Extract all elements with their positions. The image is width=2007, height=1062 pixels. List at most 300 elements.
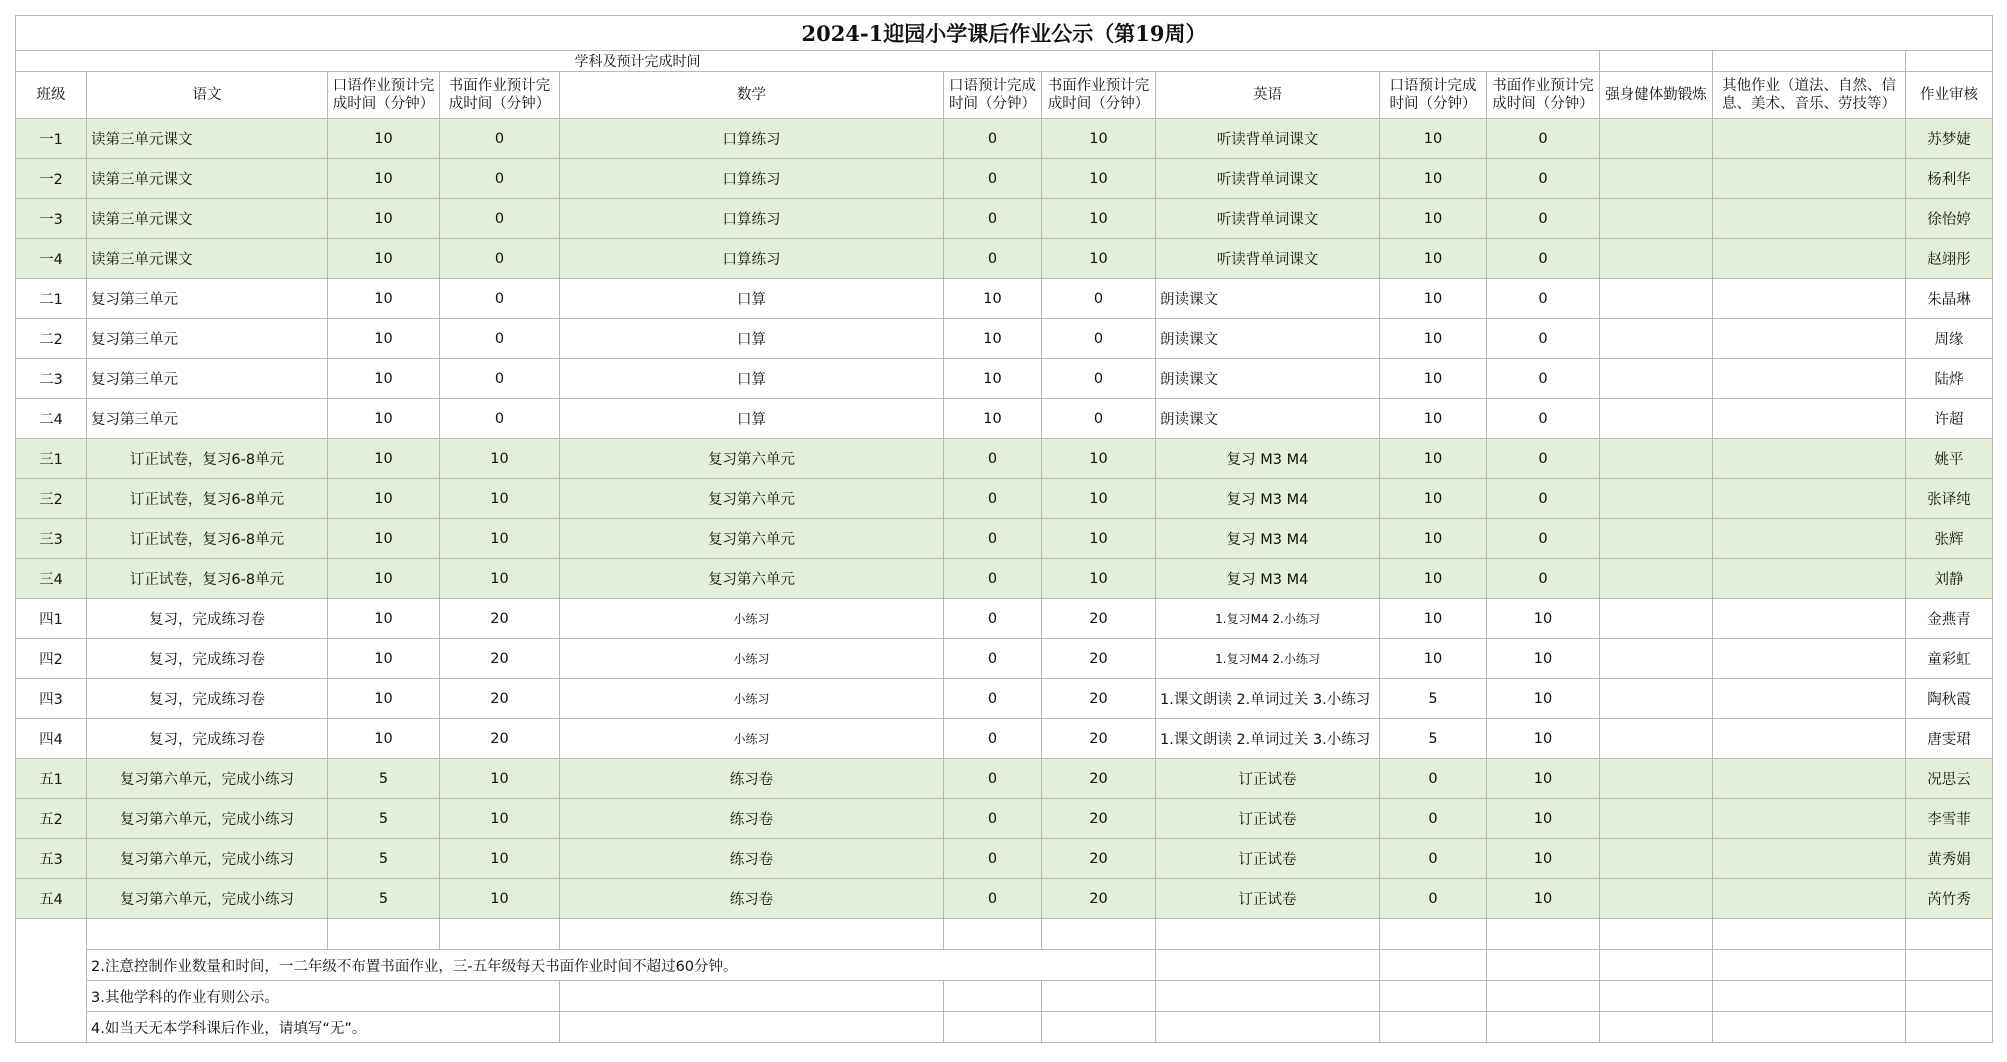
english-written-time: 0 [1487,399,1600,439]
math-oral-time: 0 [944,519,1042,559]
english-oral-time: 10 [1380,599,1487,639]
english-oral-time: 10 [1380,559,1487,599]
other-homework-cell [1713,359,1906,399]
note-empty-cell [1487,1012,1600,1043]
class-cell: 二1 [16,279,87,319]
math-homework-cell: 复习第六单元 [560,479,944,519]
class-cell: 四3 [16,679,87,719]
pe-cell [1600,399,1713,439]
class-cell: 四4 [16,719,87,759]
chinese-homework-cell: 复习，完成练习卷 [87,679,328,719]
table-row [16,399,1993,439]
other-homework-cell [1713,679,1906,719]
english-oral-time: 10 [1380,279,1487,319]
english-written-time: 10 [1487,639,1600,679]
chinese-homework-cell: 读第三单元课文 [87,159,328,199]
english-oral-time: 10 [1380,439,1487,479]
english-oral-time: 10 [1380,159,1487,199]
english-written-time: 0 [1487,239,1600,279]
math-written-time: 10 [1042,199,1156,239]
math-written-time: 0 [1042,399,1156,439]
english-written-time: 0 [1487,519,1600,559]
math-oral-time: 0 [944,719,1042,759]
math-homework-cell: 复习第六单元 [560,559,944,599]
math-homework-cell: 口算 [560,359,944,399]
math-homework-cell: 小练习 [560,679,944,719]
note-row [16,919,1993,950]
chinese-oral-time: 10 [328,399,440,439]
pe-cell [1600,839,1713,879]
chinese-homework-cell: 复习第六单元，完成小练习 [87,759,328,799]
chinese-homework-cell: 复习第三单元 [87,279,328,319]
table-row [16,439,1993,479]
reviewer-cell: 李雪菲 [1906,799,1993,839]
subrow-empty-cell [1600,51,1713,72]
english-homework-cell: 订正试卷 [1156,879,1380,919]
chinese-written-time: 0 [440,279,560,319]
note-empty-cell [1487,981,1600,1012]
note-empty-cell [944,919,1042,950]
notes-label-cell [16,919,87,1043]
reviewer-cell: 张辉 [1906,519,1993,559]
chinese-oral-time: 5 [328,759,440,799]
chinese-written-time: 0 [440,399,560,439]
table-row [16,799,1993,839]
math-written-time: 20 [1042,679,1156,719]
note-empty-cell [1600,950,1713,981]
table-row [16,839,1993,879]
english-oral-time: 10 [1380,519,1487,559]
note-empty-cell [1380,950,1487,981]
english-written-time: 0 [1487,279,1600,319]
math-homework-cell: 口算 [560,399,944,439]
math-oral-time: 0 [944,879,1042,919]
math-homework-cell: 练习卷 [560,879,944,919]
reviewer-cell: 张译纯 [1906,479,1993,519]
math-oral-time: 0 [944,159,1042,199]
math-written-time: 20 [1042,879,1156,919]
class-cell: 三2 [16,479,87,519]
english-oral-time: 0 [1380,799,1487,839]
english-written-time: 10 [1487,719,1600,759]
chinese-homework-cell: 复习，完成练习卷 [87,639,328,679]
english-written-time: 10 [1487,799,1600,839]
english-homework-cell: 朗读课文 [1156,279,1380,319]
english-homework-cell: 听读背单词课文 [1156,119,1380,159]
class-cell: 二3 [16,359,87,399]
math-oral-time: 0 [944,559,1042,599]
pe-cell [1600,279,1713,319]
math-written-time: 10 [1042,239,1156,279]
chinese-homework-cell: 复习，完成练习卷 [87,719,328,759]
note-empty-cell [1380,919,1487,950]
note-text: 4.如当天无本学科课后作业，请填写“无”。 [87,1012,560,1043]
other-homework-cell [1713,319,1906,359]
math-written-time: 20 [1042,759,1156,799]
other-homework-cell [1713,199,1906,239]
note-empty-cell [328,919,440,950]
header-col-math: 数学 [560,72,944,119]
english-written-time: 0 [1487,319,1600,359]
math-homework-cell: 小练习 [560,639,944,679]
math-oral-time: 0 [944,839,1042,879]
math-homework-cell: 口算练习 [560,119,944,159]
table-row [16,679,1993,719]
chinese-oral-time: 5 [328,879,440,919]
english-written-time: 0 [1487,119,1600,159]
pe-cell [1600,879,1713,919]
english-written-time: 0 [1487,159,1600,199]
note-row [16,981,1993,1012]
note-text: 2.注意控制作业数量和时间，一二年级不布置书面作业，三-五年级每天书面作业时间不超过60分钟。 [87,950,1156,981]
header-col-english: 英语 [1156,72,1380,119]
reviewer-cell: 姚平 [1906,439,1993,479]
chinese-homework-cell: 订正试卷，复习6-8单元 [87,519,328,559]
note-empty-cell [87,919,328,950]
chinese-written-time: 10 [440,439,560,479]
chinese-oral-time: 10 [328,479,440,519]
note-empty-cell [1156,981,1380,1012]
note-empty-cell [1042,919,1156,950]
table-row [16,199,1993,239]
math-oral-time: 0 [944,199,1042,239]
chinese-homework-cell: 订正试卷，复习6-8单元 [87,439,328,479]
other-homework-cell [1713,759,1906,799]
pe-cell [1600,439,1713,479]
table-row [16,479,1993,519]
header-col-class: 班级 [16,72,87,119]
pe-cell [1600,799,1713,839]
table-row [16,359,1993,399]
header-col-chinese: 语文 [87,72,328,119]
class-cell: 三1 [16,439,87,479]
math-written-time: 0 [1042,359,1156,399]
header-col-math-oral: 口语预计完成时间（分钟） [944,72,1042,119]
math-homework-cell: 复习第六单元 [560,439,944,479]
math-oral-time: 10 [944,399,1042,439]
note-row [16,950,1993,981]
math-homework-cell: 练习卷 [560,839,944,879]
english-oral-time: 10 [1380,319,1487,359]
english-written-time: 10 [1487,759,1600,799]
other-homework-cell [1713,119,1906,159]
chinese-written-time: 0 [440,359,560,399]
header-col-english-written: 书面作业预计完成时间（分钟） [1487,72,1600,119]
other-homework-cell [1713,799,1906,839]
note-empty-cell [1906,981,1993,1012]
table-row [16,599,1993,639]
reviewer-cell: 刘静 [1906,559,1993,599]
note-empty-cell [1600,919,1713,950]
math-homework-cell: 小练习 [560,599,944,639]
pe-cell [1600,719,1713,759]
header-col-chinese-oral: 口语作业预计完成时间（分钟） [328,72,440,119]
other-homework-cell [1713,519,1906,559]
math-homework-cell: 口算 [560,319,944,359]
table-row [16,279,1993,319]
english-homework-cell: 听读背单词课文 [1156,239,1380,279]
note-row [16,1012,1993,1043]
header-row [16,72,1993,119]
english-homework-cell: 复习 M3 M4 [1156,479,1380,519]
class-cell: 二4 [16,399,87,439]
pe-cell [1600,759,1713,799]
note-empty-cell [1906,1012,1993,1043]
note-empty-cell [1042,1012,1156,1043]
math-oral-time: 0 [944,799,1042,839]
math-oral-time: 0 [944,599,1042,639]
english-oral-time: 5 [1380,719,1487,759]
english-oral-time: 0 [1380,879,1487,919]
reviewer-cell: 黄秀娟 [1906,839,1993,879]
chinese-written-time: 0 [440,199,560,239]
table-row [16,559,1993,599]
math-oral-time: 0 [944,679,1042,719]
note-empty-cell [1600,1012,1713,1043]
note-empty-cell [560,981,944,1012]
chinese-homework-cell: 复习第三单元 [87,359,328,399]
chinese-homework-cell: 读第三单元课文 [87,119,328,159]
reviewer-cell: 周缘 [1906,319,1993,359]
pe-cell [1600,239,1713,279]
reviewer-cell: 童彩虹 [1906,639,1993,679]
english-homework-cell: 朗读课文 [1156,319,1380,359]
chinese-oral-time: 5 [328,799,440,839]
math-oral-time: 10 [944,319,1042,359]
reviewer-cell: 唐雯珺 [1906,719,1993,759]
math-written-time: 20 [1042,839,1156,879]
table-row [16,119,1993,159]
table-row [16,759,1993,799]
other-homework-cell [1713,599,1906,639]
class-cell: 五3 [16,839,87,879]
chinese-oral-time: 10 [328,519,440,559]
chinese-written-time: 0 [440,119,560,159]
table-row [16,879,1993,919]
english-written-time: 10 [1487,879,1600,919]
page-title: 2024-1迎园小学课后作业公示（第19周） [16,16,1993,51]
chinese-oral-time: 10 [328,679,440,719]
chinese-written-time: 0 [440,239,560,279]
class-cell: 五4 [16,879,87,919]
note-empty-cell [1380,1012,1487,1043]
note-empty-cell [1156,950,1380,981]
pe-cell [1600,639,1713,679]
note-empty-cell [1713,919,1906,950]
pe-cell [1600,199,1713,239]
english-written-time: 10 [1487,679,1600,719]
english-oral-time: 10 [1380,239,1487,279]
english-oral-time: 0 [1380,839,1487,879]
english-homework-cell: 1.课文朗读 2.单词过关 3.小练习 [1156,719,1380,759]
english-homework-cell: 1.复习M4 2.小练习 [1156,599,1380,639]
math-written-time: 10 [1042,519,1156,559]
note-empty-cell [1156,1012,1380,1043]
chinese-oral-time: 10 [328,159,440,199]
pe-cell [1600,479,1713,519]
other-homework-cell [1713,559,1906,599]
note-empty-cell [944,1012,1042,1043]
chinese-oral-time: 10 [328,279,440,319]
chinese-written-time: 0 [440,159,560,199]
header-col-chinese-written: 书面作业预计完成时间（分钟） [440,72,560,119]
other-homework-cell [1713,439,1906,479]
english-homework-cell: 1.复习M4 2.小练习 [1156,639,1380,679]
reviewer-cell: 朱晶琳 [1906,279,1993,319]
reviewer-cell: 芮竹秀 [1906,879,1993,919]
pe-cell [1600,679,1713,719]
table-row [16,719,1993,759]
chinese-homework-cell: 读第三单元课文 [87,239,328,279]
math-written-time: 20 [1042,639,1156,679]
chinese-homework-cell: 复习第六单元，完成小练习 [87,839,328,879]
chinese-homework-cell: 订正试卷，复习6-8单元 [87,479,328,519]
class-cell: 二2 [16,319,87,359]
chinese-oral-time: 10 [328,119,440,159]
math-written-time: 10 [1042,479,1156,519]
chinese-written-time: 10 [440,479,560,519]
math-homework-cell: 口算 [560,279,944,319]
other-homework-cell [1713,719,1906,759]
note-empty-cell [440,919,560,950]
math-oral-time: 10 [944,279,1042,319]
reviewer-cell: 陆烨 [1906,359,1993,399]
math-written-time: 0 [1042,279,1156,319]
english-oral-time: 10 [1380,199,1487,239]
class-cell: 三4 [16,559,87,599]
chinese-oral-time: 10 [328,639,440,679]
chinese-homework-cell: 复习第六单元，完成小练习 [87,799,328,839]
note-empty-cell [1156,919,1380,950]
english-homework-cell: 朗读课文 [1156,399,1380,439]
math-homework-cell: 小练习 [560,719,944,759]
chinese-written-time: 10 [440,799,560,839]
chinese-homework-cell: 订正试卷，复习6-8单元 [87,559,328,599]
note-empty-cell [1487,919,1600,950]
note-empty-cell [1713,1012,1906,1043]
english-homework-cell: 复习 M3 M4 [1156,439,1380,479]
note-empty-cell [1713,950,1906,981]
chinese-oral-time: 5 [328,839,440,879]
english-oral-time: 10 [1380,399,1487,439]
subject-time-subtitle [16,51,1600,72]
chinese-oral-time: 10 [328,239,440,279]
table-row [16,239,1993,279]
pe-cell [1600,559,1713,599]
subrow-empty-cell [1713,51,1906,72]
math-oral-time: 0 [944,759,1042,799]
english-written-time: 0 [1487,439,1600,479]
english-homework-cell: 复习 M3 M4 [1156,519,1380,559]
chinese-oral-time: 10 [328,559,440,599]
note-empty-cell [560,1012,944,1043]
other-homework-cell [1713,399,1906,439]
table-row [16,519,1993,559]
reviewer-cell: 赵翊彤 [1906,239,1993,279]
chinese-oral-time: 10 [328,319,440,359]
english-written-time: 0 [1487,479,1600,519]
chinese-homework-cell: 复习第六单元，完成小练习 [87,879,328,919]
english-written-time: 0 [1487,199,1600,239]
math-oral-time: 0 [944,239,1042,279]
chinese-written-time: 10 [440,559,560,599]
note-empty-cell [1487,950,1600,981]
table-row [16,319,1993,359]
chinese-oral-time: 10 [328,599,440,639]
math-oral-time: 0 [944,479,1042,519]
math-oral-time: 0 [944,119,1042,159]
reviewer-cell: 金燕青 [1906,599,1993,639]
note-empty-cell [944,981,1042,1012]
english-written-time: 10 [1487,839,1600,879]
reviewer-cell: 陶秋霞 [1906,679,1993,719]
math-written-time: 20 [1042,599,1156,639]
chinese-written-time: 20 [440,679,560,719]
pe-cell [1600,159,1713,199]
other-homework-cell [1713,279,1906,319]
note-empty-cell [1906,950,1993,981]
header-col-other: 其他作业（道法、自然、信息、美术、音乐、劳技等） [1713,72,1906,119]
class-cell: 四1 [16,599,87,639]
chinese-written-time: 10 [440,759,560,799]
chinese-oral-time: 10 [328,359,440,399]
math-written-time: 10 [1042,439,1156,479]
english-written-time: 10 [1487,599,1600,639]
other-homework-cell [1713,839,1906,879]
chinese-written-time: 10 [440,839,560,879]
pe-cell [1600,119,1713,159]
math-written-time: 10 [1042,159,1156,199]
pe-cell [1600,319,1713,359]
math-written-time: 10 [1042,559,1156,599]
header-col-english-oral: 口语预计完成时间（分钟） [1380,72,1487,119]
class-cell: 三3 [16,519,87,559]
english-homework-cell: 听读背单词课文 [1156,159,1380,199]
class-cell: 一4 [16,239,87,279]
english-oral-time: 10 [1380,359,1487,399]
chinese-oral-time: 10 [328,199,440,239]
table-row [16,159,1993,199]
pe-cell [1600,599,1713,639]
note-text: 3.其他学科的作业有则公示。 [87,981,560,1012]
chinese-written-time: 0 [440,319,560,359]
chinese-homework-cell: 复习第三单元 [87,399,328,439]
math-written-time: 0 [1042,319,1156,359]
english-homework-cell: 订正试卷 [1156,799,1380,839]
math-oral-time: 10 [944,359,1042,399]
chinese-written-time: 10 [440,879,560,919]
class-cell: 四2 [16,639,87,679]
class-cell: 一1 [16,119,87,159]
header-col-reviewer: 作业审核 [1906,72,1993,119]
note-empty-cell [1906,919,1993,950]
reviewer-cell: 况思云 [1906,759,1993,799]
table-row [16,639,1993,679]
header-col-pe: 强身健体勤锻炼 [1600,72,1713,119]
note-empty-cell [1713,981,1906,1012]
chinese-written-time: 10 [440,519,560,559]
english-homework-cell: 订正试卷 [1156,759,1380,799]
class-cell: 五1 [16,759,87,799]
chinese-homework-cell: 读第三单元课文 [87,199,328,239]
math-written-time: 20 [1042,719,1156,759]
chinese-homework-cell: 复习第三单元 [87,319,328,359]
english-oral-time: 0 [1380,759,1487,799]
english-oral-time: 10 [1380,639,1487,679]
note-empty-cell [1042,981,1156,1012]
math-oral-time: 0 [944,639,1042,679]
english-homework-cell: 1.课文朗读 2.单词过关 3.小练习 [1156,679,1380,719]
